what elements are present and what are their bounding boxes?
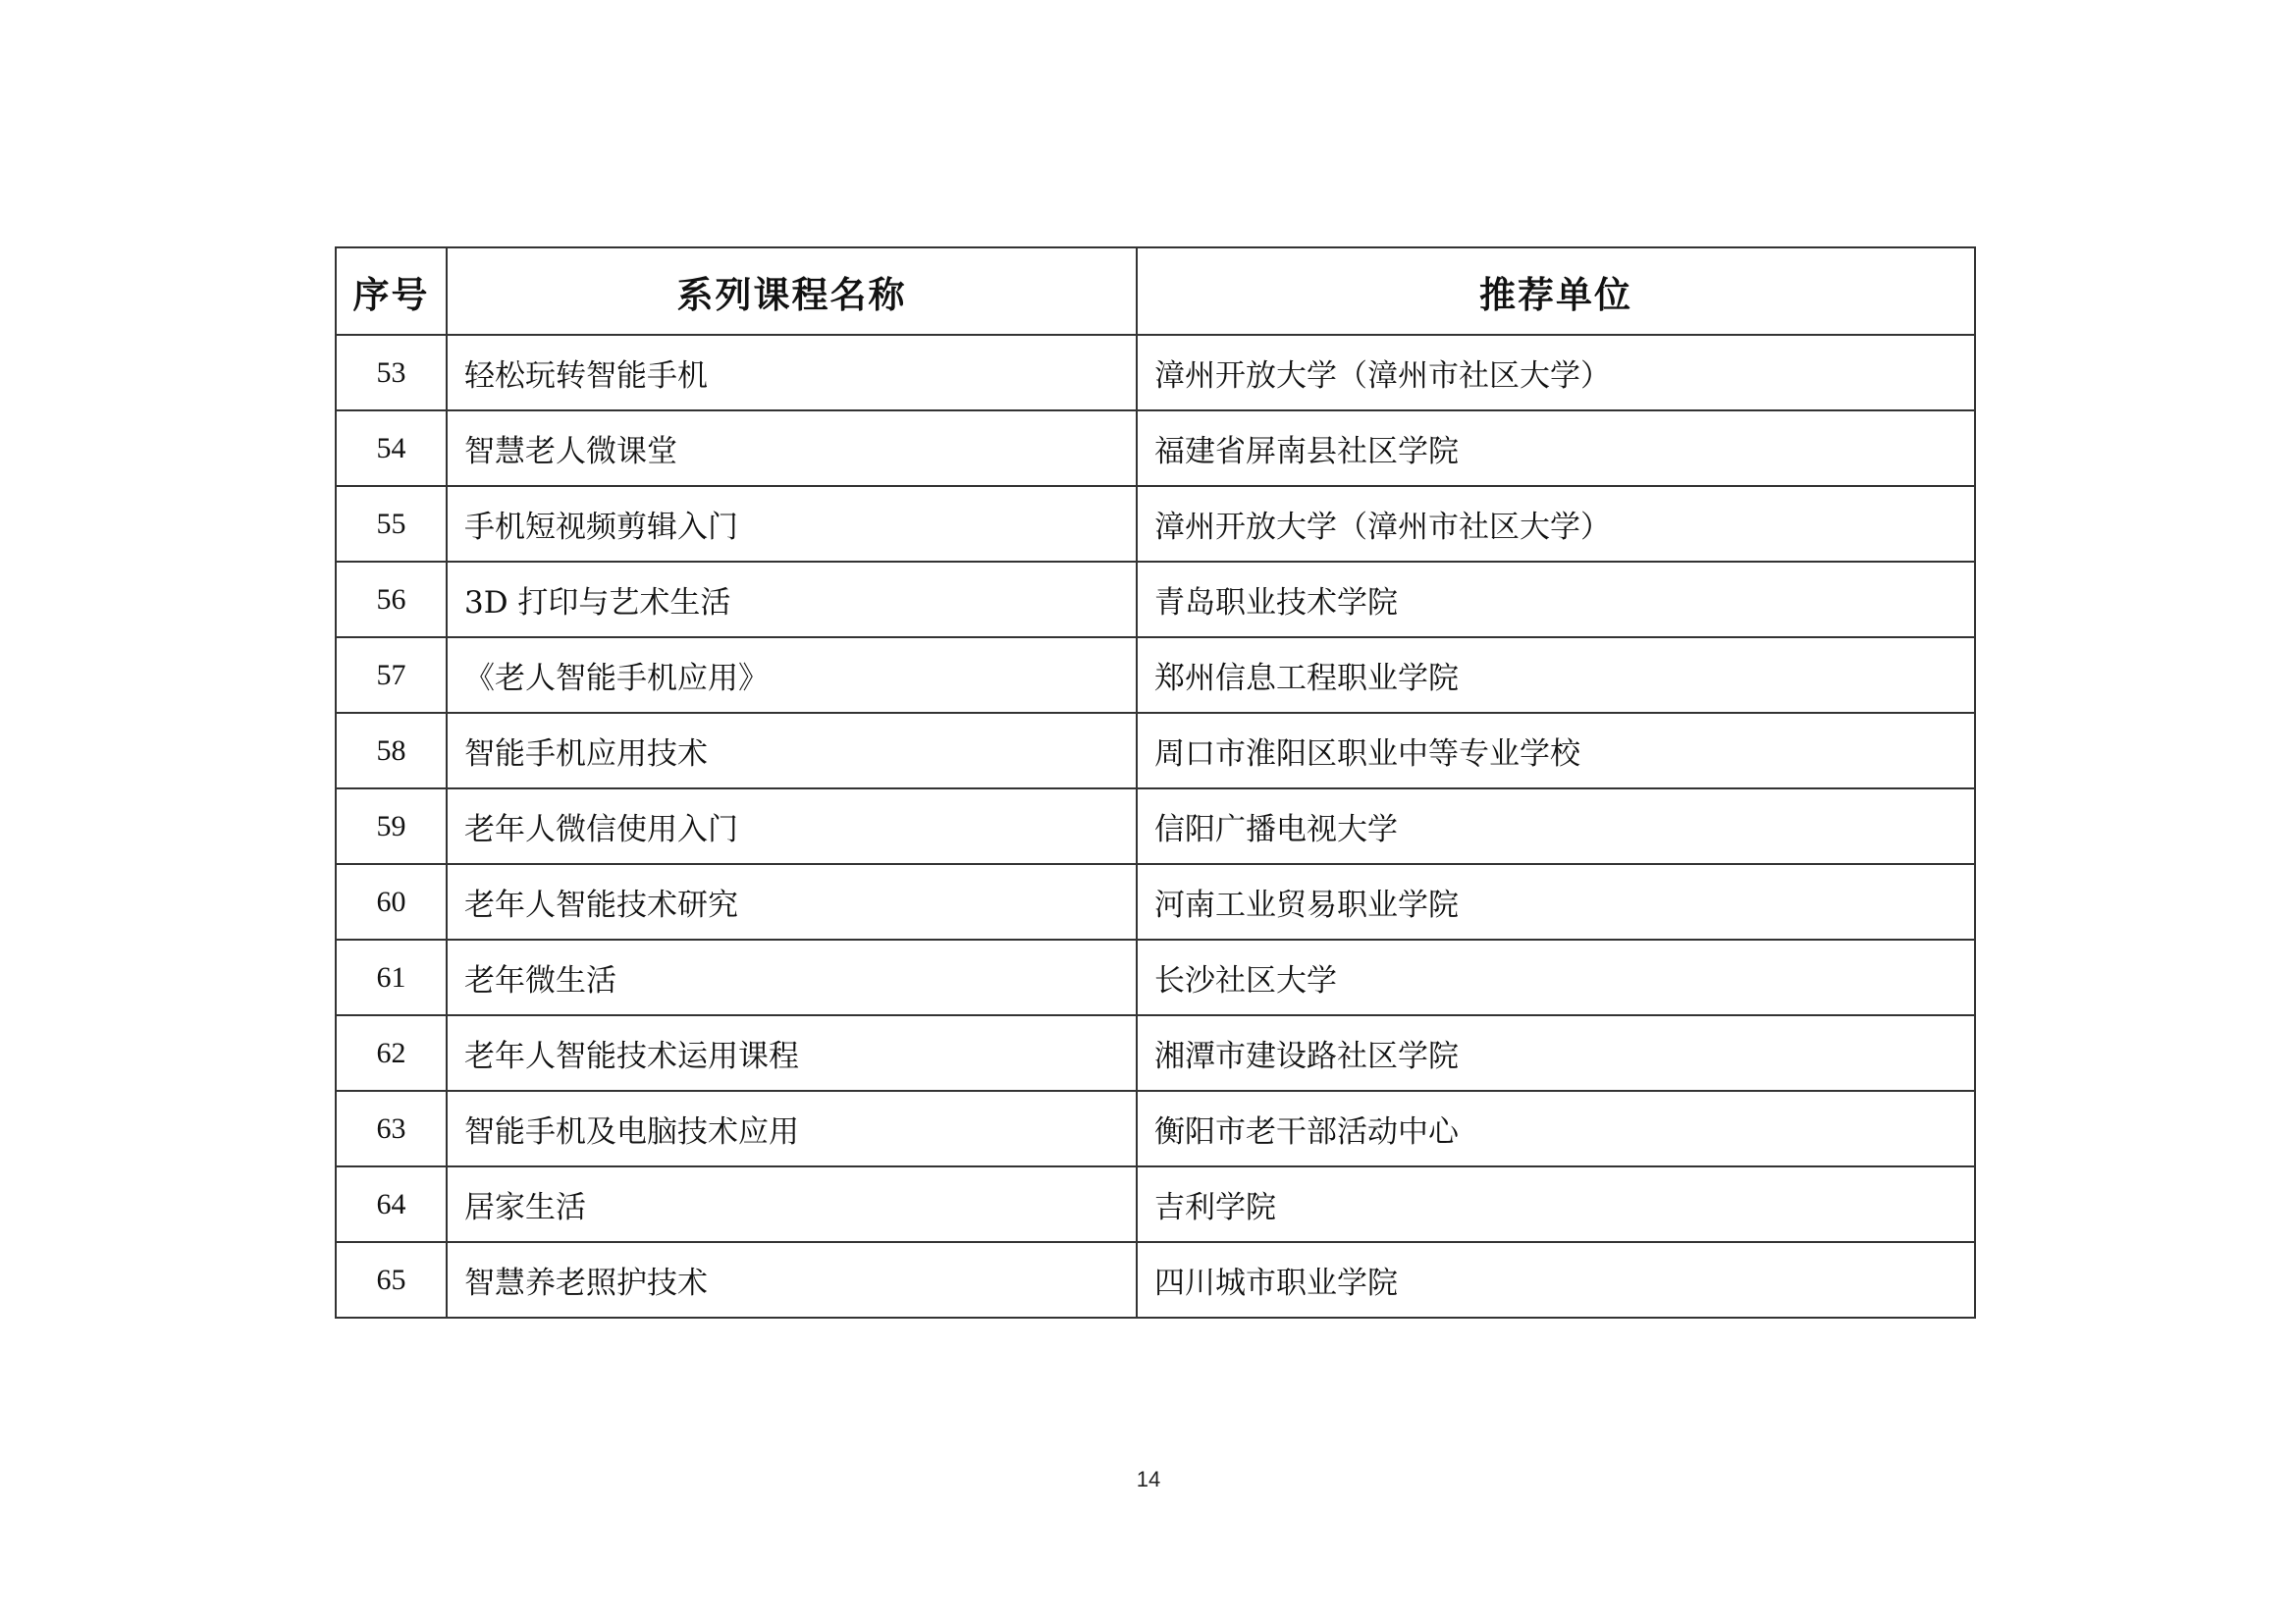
table-row [336, 788, 1975, 864]
row-course-name: 智慧老人微课堂 [447, 410, 1137, 486]
row-course-name: 智能手机及电脑技术应用 [447, 1091, 1137, 1166]
row-recommending-unit: 湘潭市建设路社区学院 [1137, 1015, 1975, 1091]
row-serial-number: 59 [336, 788, 447, 864]
row-serial-number: 56 [336, 562, 447, 637]
table-row [336, 1091, 1975, 1166]
row-recommending-unit: 衡阳市老干部活动中心 [1137, 1091, 1975, 1166]
row-course-name: 老年人智能技术运用课程 [447, 1015, 1137, 1091]
page-number: 14 [1136, 1467, 1161, 1491]
row-recommending-unit: 河南工业贸易职业学院 [1137, 864, 1975, 940]
row-serial-number: 60 [336, 864, 447, 940]
row-course-name: 智慧养老照护技术 [447, 1242, 1137, 1318]
header-course-name: 系列课程名称 [447, 247, 1137, 335]
header-row [336, 247, 1975, 335]
row-serial-number: 57 [336, 637, 447, 713]
row-recommending-unit: 信阳广播电视大学 [1137, 788, 1975, 864]
row-recommending-unit: 福建省屏南县社区学院 [1137, 410, 1975, 486]
header-serial-number: 序号 [336, 247, 447, 335]
row-course-name: 手机短视频剪辑入门 [447, 486, 1137, 562]
row-serial-number: 65 [336, 1242, 447, 1318]
row-serial-number: 61 [336, 940, 447, 1015]
row-course-name: 轻松玩转智能手机 [447, 335, 1137, 410]
table-row [336, 410, 1975, 486]
table-row [336, 864, 1975, 940]
table-row [336, 940, 1975, 1015]
row-recommending-unit: 四川城市职业学院 [1137, 1242, 1975, 1318]
row-course-name: 老年人智能技术研究 [447, 864, 1137, 940]
header-recommending-unit: 推荐单位 [1137, 247, 1975, 335]
table-row [336, 1166, 1975, 1242]
row-course-name: 智能手机应用技术 [447, 713, 1137, 788]
table-row [336, 335, 1975, 410]
table-row [336, 486, 1975, 562]
row-serial-number: 63 [336, 1091, 447, 1166]
row-recommending-unit: 漳州开放大学（漳州市社区大学） [1137, 335, 1975, 410]
row-course-name: 3D 打印与艺术生活 [447, 562, 1137, 637]
row-serial-number: 54 [336, 410, 447, 486]
row-serial-number: 64 [336, 1166, 447, 1242]
row-course-name: 老年微生活 [447, 940, 1137, 1015]
row-recommending-unit: 吉利学院 [1137, 1166, 1975, 1242]
table-row [336, 637, 1975, 713]
table-row [336, 1015, 1975, 1091]
course-table [335, 246, 1976, 1319]
row-serial-number: 53 [336, 335, 447, 410]
row-recommending-unit: 长沙社区大学 [1137, 940, 1975, 1015]
table-row [336, 1242, 1975, 1318]
table-body [336, 335, 1975, 1318]
table-row [336, 562, 1975, 637]
row-course-name: 居家生活 [447, 1166, 1137, 1242]
row-course-name: 《老人智能手机应用》 [447, 637, 1137, 713]
row-recommending-unit: 郑州信息工程职业学院 [1137, 637, 1975, 713]
table-header [336, 247, 1975, 335]
row-recommending-unit: 周口市淮阳区职业中等专业学校 [1137, 713, 1975, 788]
row-recommending-unit: 青岛职业技术学院 [1137, 562, 1975, 637]
row-serial-number: 55 [336, 486, 447, 562]
row-recommending-unit: 漳州开放大学（漳州市社区大学） [1137, 486, 1975, 562]
row-course-name: 老年人微信使用入门 [447, 788, 1137, 864]
row-serial-number: 58 [336, 713, 447, 788]
table-row [336, 713, 1975, 788]
row-serial-number: 62 [336, 1015, 447, 1091]
